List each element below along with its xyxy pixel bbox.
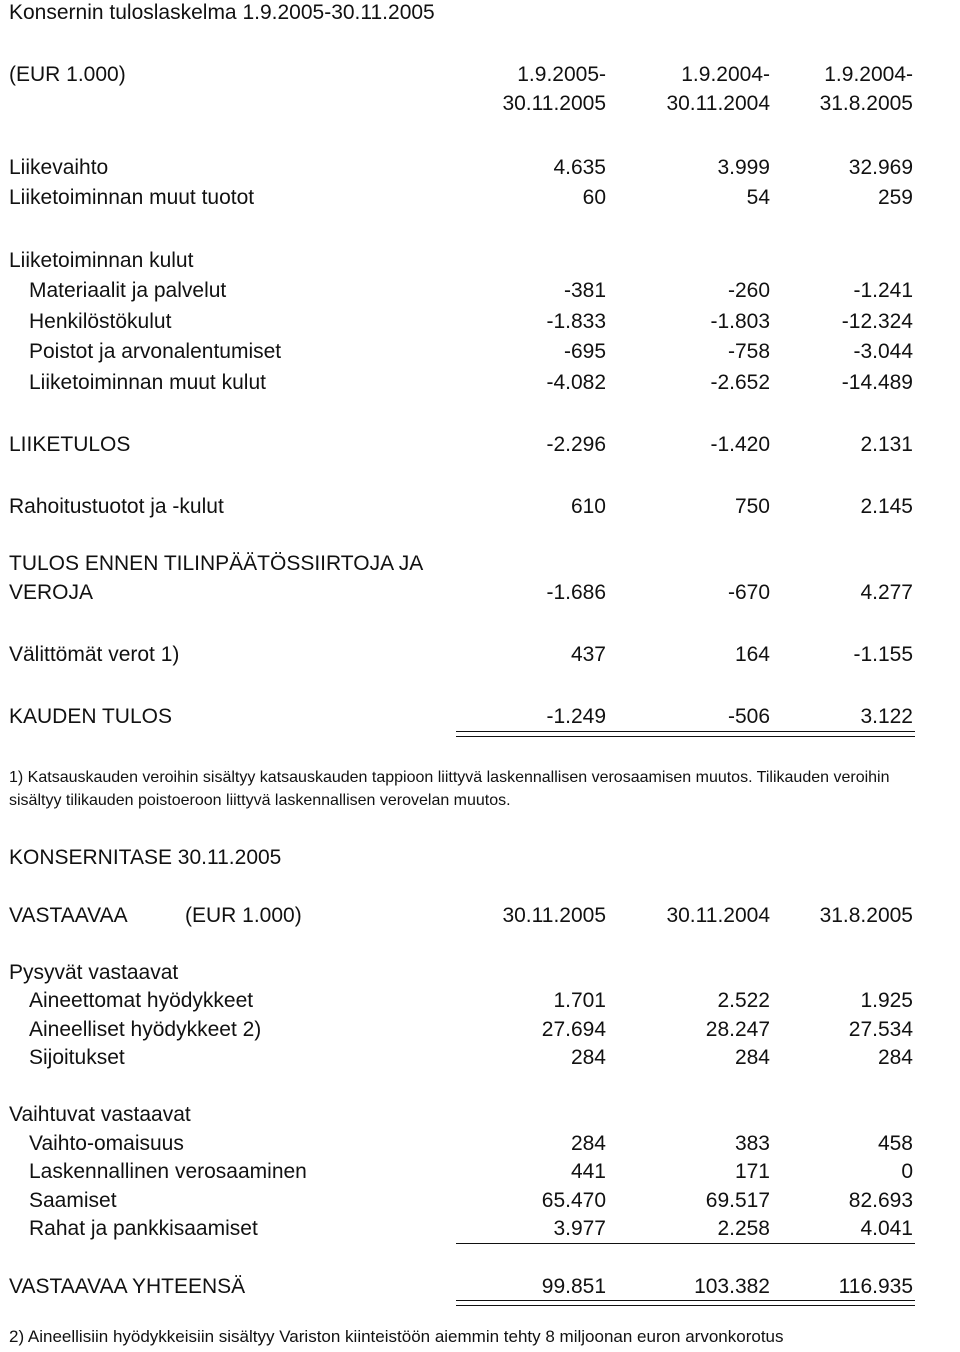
value-col1: 65.470 — [541, 1189, 606, 1212]
value-col2: -260 — [727, 279, 770, 302]
value-col1: -4.082 — [546, 371, 606, 394]
value-col1: -695 — [563, 340, 606, 363]
row-label: LIIKETULOS — [9, 433, 131, 456]
kulut-header: Liiketoiminnan kulut — [9, 249, 194, 272]
value-col3: -12.324 — [841, 310, 913, 333]
value-col3: 259 — [877, 186, 913, 209]
value-col2: 2.522 — [717, 989, 770, 1012]
value-col3: 27.534 — [848, 1018, 913, 1041]
value-col1: 60 — [582, 186, 606, 209]
value-col3: 82.693 — [848, 1189, 913, 1212]
income-col3-header-line1: 1.9.2004- — [824, 63, 913, 86]
value-col1: -2.296 — [546, 433, 606, 456]
value-col2: -1.803 — [710, 310, 770, 333]
row-label: Laskennallinen verosaaminen — [29, 1160, 307, 1183]
value-col2: 171 — [734, 1160, 770, 1183]
row-label: Aineelliset hyödykkeet 2) — [29, 1018, 262, 1041]
value-col3: 0 — [901, 1160, 913, 1183]
income-col2-header-line2: 30.11.2004 — [666, 92, 770, 115]
row-label: Vaihto-omaisuus — [29, 1132, 184, 1155]
value-col1: 284 — [570, 1046, 606, 1069]
value-col1: 284 — [570, 1132, 606, 1155]
balance-col3-header: 31.8.2005 — [819, 904, 913, 927]
income-title: Konsernin tuloslaskelma 1.9.2005-30.11.2005 — [9, 1, 435, 24]
value-col3: 458 — [877, 1132, 913, 1155]
value-col3: 3.122 — [860, 705, 913, 728]
row-label: Liiketoiminnan muut kulut — [29, 371, 266, 394]
value-col2: 69.517 — [705, 1189, 770, 1212]
value-col2: 54 — [746, 186, 770, 209]
row-label: KAUDEN TULOS — [9, 705, 172, 728]
value-col2: -1.420 — [710, 433, 770, 456]
pysyvat-header: Pysyvät vastaavat — [9, 961, 179, 984]
value-col2: 103.382 — [694, 1275, 770, 1298]
value-col3: -1.155 — [853, 643, 913, 666]
value-col1: 27.694 — [541, 1018, 606, 1041]
value-col1: 1.701 — [553, 989, 606, 1012]
row-label: Poistot ja arvonalentumiset — [29, 340, 282, 363]
value-col1: 99.851 — [541, 1275, 606, 1298]
value-col2: -670 — [727, 581, 770, 604]
row-label: VEROJA — [9, 581, 94, 604]
footnote-1-line1: 1) Katsauskauden veroihin sisältyy katsauskauden tappioon liittyvä laskennallisen verosaamisen muutos. Tilikauden veroihin — [9, 769, 890, 786]
income-currency: (EUR 1.000) — [9, 63, 126, 86]
value-col3: 284 — [877, 1046, 913, 1069]
row-label: Henkilöstökulut — [29, 310, 172, 333]
value-col1: -1.686 — [546, 581, 606, 604]
value-col1: -1.833 — [546, 310, 606, 333]
value-col2: 383 — [734, 1132, 770, 1155]
row-label: Liiketoiminnan muut tuotot — [9, 186, 255, 209]
row-label: Materiaalit ja palvelut — [29, 279, 227, 302]
income-col1-header-line1: 1.9.2005- — [517, 63, 606, 86]
row-label-line1: TULOS ENNEN TILINPÄÄTÖSSIIRTOJA JA — [9, 552, 424, 575]
value-col3: -1.241 — [853, 279, 913, 302]
value-col1: -381 — [563, 279, 606, 302]
value-col1: 3.977 — [553, 1217, 606, 1240]
value-col1: 437 — [570, 643, 606, 666]
value-col3: 2.131 — [860, 433, 913, 456]
footnote-2: 2) Aineellisiin hyödykkeisiin sisältyy Variston kiinteistöön aiemmin tehty 8 miljoonan euron arvonkorotus — [9, 1327, 784, 1346]
value-col3: 4.041 — [860, 1217, 913, 1240]
row-label: Liikevaihto — [9, 156, 109, 179]
double-underline-kauden-tulos — [456, 731, 915, 737]
row-label: Saamiset — [29, 1189, 117, 1212]
value-col2: 28.247 — [705, 1018, 770, 1041]
vastaavaa-header: VASTAAVAA — [9, 904, 128, 927]
value-col3: 116.935 — [838, 1275, 913, 1298]
value-col2: -758 — [727, 340, 770, 363]
value-col1: 4.635 — [553, 156, 606, 179]
row-label: Sijoitukset — [29, 1046, 125, 1069]
value-col2: 164 — [734, 643, 770, 666]
balance-currency: (EUR 1.000) — [185, 904, 302, 927]
value-col3: 2.145 — [860, 495, 913, 518]
subtotal-line-vaihtuvat — [456, 1243, 915, 1244]
value-col3: 1.925 — [860, 989, 913, 1012]
value-col3: -3.044 — [853, 340, 913, 363]
value-col3: 32.969 — [848, 156, 913, 179]
value-col3: 4.277 — [860, 581, 913, 604]
income-col3-header-line2: 31.8.2005 — [819, 92, 913, 115]
value-col3: -14.489 — [841, 371, 913, 394]
value-col2: 284 — [734, 1046, 770, 1069]
row-label: Aineettomat hyödykkeet — [29, 989, 254, 1012]
vaihtuvat-header: Vaihtuvat vastaavat — [9, 1103, 191, 1126]
value-col2: -506 — [727, 705, 770, 728]
value-col2: 750 — [734, 495, 770, 518]
balance-col1-header: 30.11.2005 — [502, 904, 606, 927]
footnote-1-line2: sisältyy tilikauden poistoeroon liittyvä laskennallisen verovelan muutos. — [9, 792, 511, 809]
income-col2-header-line1: 1.9.2004- — [681, 63, 770, 86]
row-label: Rahoitustuotot ja -kulut — [9, 495, 224, 518]
value-col2: -2.652 — [710, 371, 770, 394]
value-col1: 610 — [570, 495, 606, 518]
income-col1-header-line2: 30.11.2005 — [502, 92, 606, 115]
balance-col2-header: 30.11.2004 — [666, 904, 770, 927]
row-label: VASTAAVAA YHTEENSÄ — [9, 1275, 246, 1298]
value-col2: 3.999 — [717, 156, 770, 179]
balance-title: KONSERNITASE 30.11.2005 — [9, 846, 282, 869]
double-underline-yhteensa — [456, 1300, 915, 1306]
value-col2: 2.258 — [717, 1217, 770, 1240]
row-label: Välittömät verot 1) — [9, 643, 180, 666]
value-col1: 441 — [570, 1160, 606, 1183]
value-col1: -1.249 — [546, 705, 606, 728]
row-label: Rahat ja pankkisaamiset — [29, 1217, 258, 1240]
